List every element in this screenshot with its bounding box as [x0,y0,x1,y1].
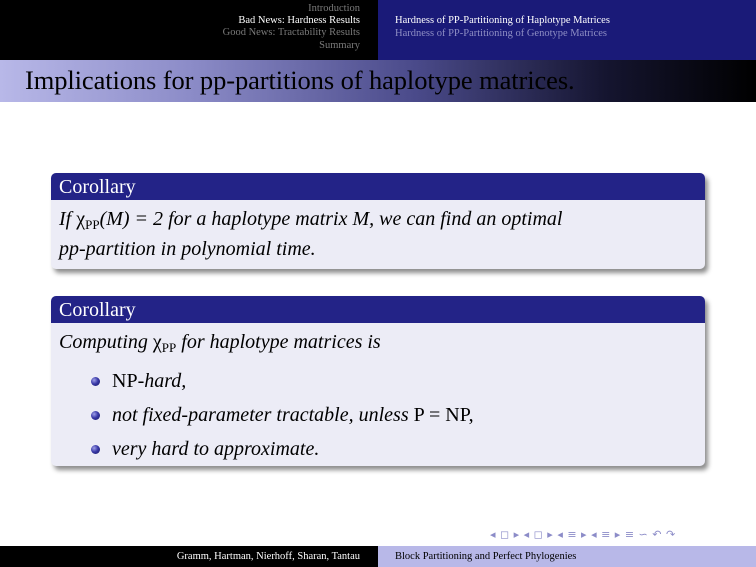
corollary-1-line-1: If $\chi_{PP}(M) = 2$ for a haplotype matrix M, we can find an optimal [59,208,563,232]
frame-title: Implications for pp-partitions of haplotype matrices. [25,65,575,95]
nav-section-introduction[interactable]: Introduction [308,3,360,14]
list-item: very hard to approximate. [91,432,697,466]
section-navigation [0,0,378,60]
corollary-block-1 [51,173,705,269]
bullet-icon [91,411,100,420]
corollary-body-2 [51,323,705,466]
corollary-2-intro: Computing $\chi_{PP}$ for haplotype matrices is [59,331,381,355]
frame-title-bar [0,60,756,102]
corollary-body-1 [51,200,705,264]
nav-section-summary[interactable]: Summary [319,39,360,51]
footer-authors: Gramm, Hartman, Nierhoff, Sharan, Tantau [0,546,378,567]
nav-section-tractability[interactable]: Good News: Tractability Results [222,27,360,39]
list-item: NP-hard, [91,364,697,398]
subsection-navigation [378,0,756,60]
footer [0,546,756,567]
nav-section-hardness[interactable]: Bad News: Hardness Results [238,15,360,27]
corollary-title-1: Corollary [51,173,705,200]
bullet-icon [91,377,100,386]
nav-subsection-genotype[interactable]: Hardness of PP-Partitioning of Genotype Matrices [395,27,608,39]
footer-talk-title: Block Partitioning and Perfect Phylogenies [378,546,756,567]
corollary-2-list [91,364,697,466]
nav-subsection-haplotype[interactable]: Hardness of PP-Partitioning of Haplotype Matrices [395,15,610,26]
header-navigation [0,0,756,60]
beamer-navigation-icons[interactable]: ◂ ◻ ▸ ◂ ◻ ▸ ◂ ≡ ▸ ◂ ≡ ▸ ≡ ∽ ↶ ↷ [490,528,676,541]
corollary-title-2: Corollary [51,296,705,323]
list-item: not fixed-parameter tractable, unless P = NP, [91,398,697,432]
corollary-1-line-2: pp-partition in polynomial time. [59,238,316,260]
corollary-block-2 [51,296,705,466]
bullet-icon [91,445,100,454]
